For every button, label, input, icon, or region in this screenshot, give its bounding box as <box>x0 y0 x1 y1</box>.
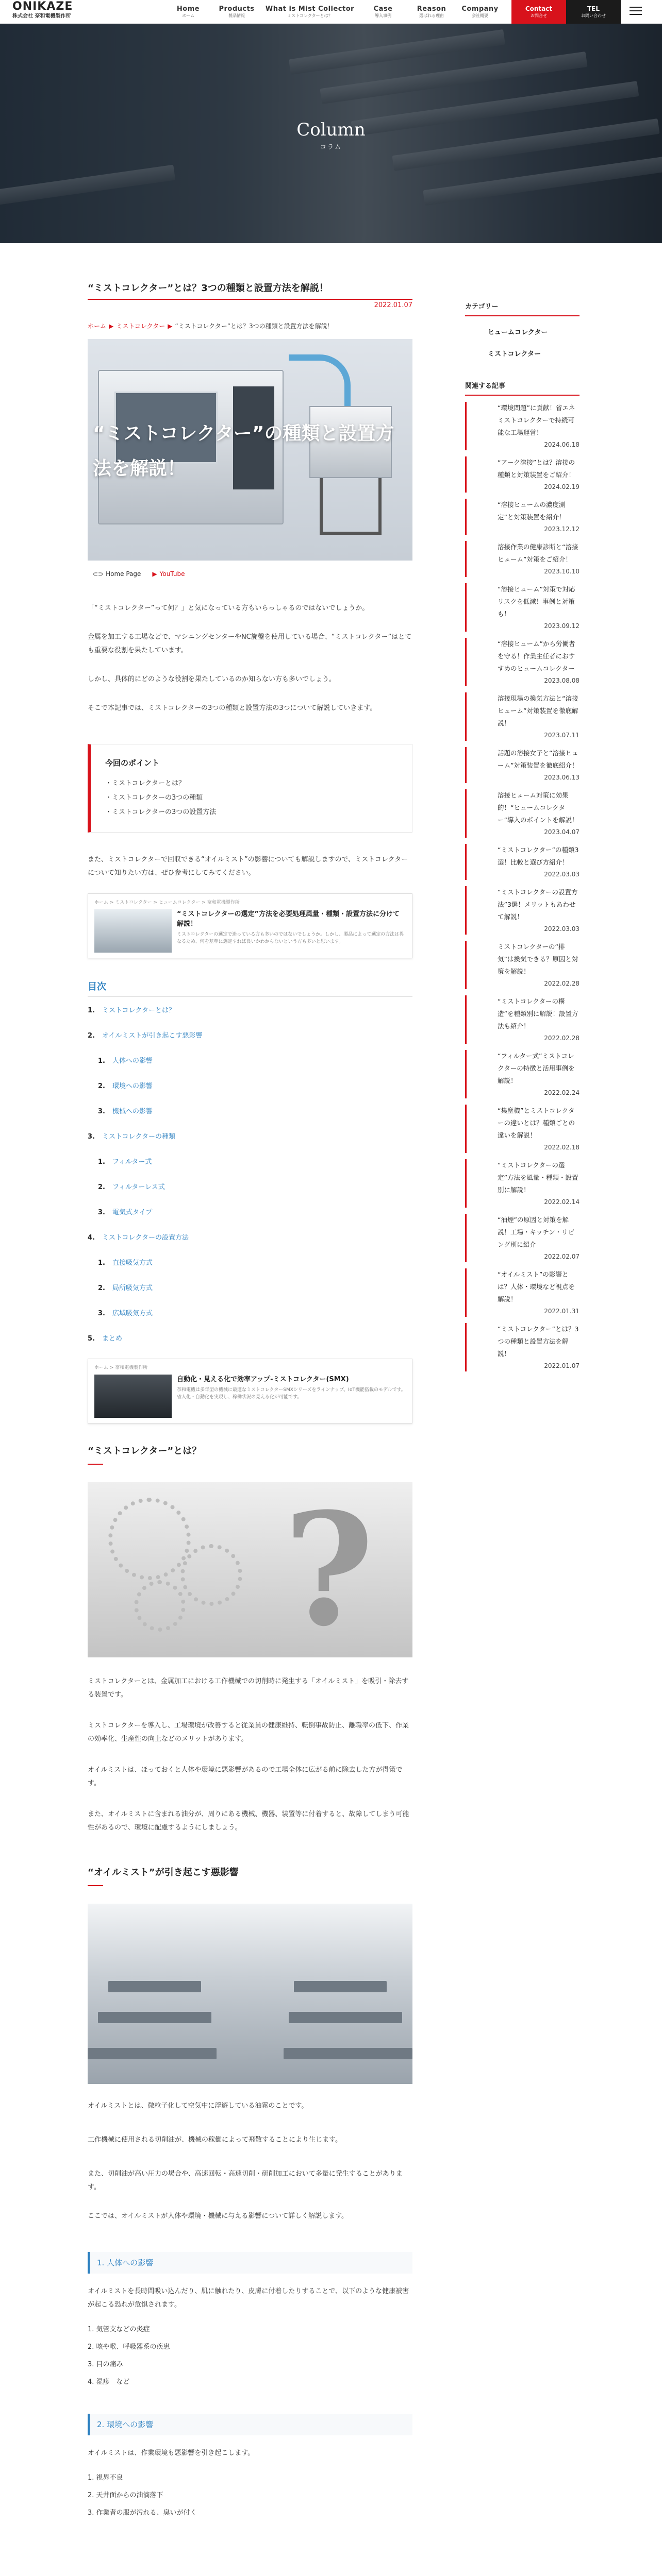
toc-text: 電気式タイプ <box>112 1209 153 1216</box>
related-link-date: 2023.12.12 <box>544 526 580 533</box>
related-link[interactable] <box>465 402 580 450</box>
related-link[interactable] <box>465 456 580 493</box>
related-link[interactable] <box>465 747 580 783</box>
effects-list <box>88 2469 412 2522</box>
related-article-card[interactable] <box>88 1359 412 1423</box>
table-of-contents <box>88 1005 412 1345</box>
nav-home-en: Home <box>176 5 200 13</box>
related-link-date: 2024.06.18 <box>544 441 580 448</box>
related-link-title: “ミストコレクターの構造”を種類別に解説！設置方法も紹介！ <box>498 997 578 1030</box>
category-link[interactable]: ヒュームコレクター <box>488 329 548 336</box>
toc-item[interactable] <box>88 1005 412 1016</box>
related-link-title: “フィルター式”ミストコレクターの特徴と活用事例を解説！ <box>498 1052 575 1084</box>
nav-company[interactable] <box>456 0 504 24</box>
eyecatch-caption: “ミストコレクター”の種類と設置方法を解説！ <box>93 423 394 479</box>
related-link-date: 2023.09.12 <box>544 622 580 630</box>
related-link-date: 2022.02.14 <box>544 1198 580 1206</box>
toc-item[interactable] <box>88 1333 412 1345</box>
related-link[interactable] <box>465 583 580 632</box>
body-paragraph: また、オイルミストに含まれる油分が、周りにある機械、機器、装置等に付着すると、故障してしまう可能性があるので、環境に配慮するようにしましょう。 <box>88 1810 409 1832</box>
toc-num: 2. <box>88 1032 95 1040</box>
toc-item[interactable] <box>88 1258 412 1269</box>
intro-paragraph: しかし、具体的にどのような役割を果たしているのか知らない方も多いでしょう。 <box>88 675 336 683</box>
toc-item[interactable] <box>88 1030 412 1042</box>
intro-paragraph: そこで本記事では、ミストコレクターの3つの種類と設置方法の3つについて解説していきます。 <box>88 704 377 712</box>
body-paragraph: ミストコレクターを導入し、工場環境が改善すると従業員の健康維持、転倒事故防止、離職率の低下、作業の効率化、生産性の向上などのメリットがあります。 <box>88 1722 409 1743</box>
hero-banner <box>0 24 662 243</box>
toc-title: 目次 <box>88 981 412 997</box>
related-link-date: 2024.02.19 <box>544 483 580 490</box>
related-link[interactable] <box>465 1105 580 1153</box>
list-item: 1. 気管支などの炎症 <box>88 2326 150 2333</box>
list-item: 3. 作業者の服が汚れる、臭いが付く <box>88 2509 197 2517</box>
related-link[interactable] <box>465 789 580 838</box>
related-link-title: 溶接現場の換気方法と“溶接ヒューム”対策装置を徹底解説！ <box>498 694 578 727</box>
intro-paragraph: 「“ミストコレクター”って何？」と気になっている方もいらっしゃるのではないでしょうか。 <box>88 604 369 612</box>
related-link-title: 溶接作業の健康診断と“溶接ヒューム”対策をご紹介！ <box>498 543 578 563</box>
related-link-title: “油煙”の原因と対策を解説！工場・キッチン・リビング別に紹介 <box>498 1216 575 1248</box>
homepage-link[interactable] <box>93 569 141 579</box>
related-link[interactable] <box>465 638 580 686</box>
toc-text: 機械への影響 <box>112 1108 153 1115</box>
related-link[interactable] <box>465 886 580 935</box>
toc-text: ミストコレクターとは？ <box>102 1007 175 1014</box>
related-link-title: “ミストコレクターの設置方法”3選！メリットもあわせて解説！ <box>498 888 578 921</box>
related-card-title: “ミストコレクターの選定”方法を必要処理風量・種類・設置方法に分けて解説！ <box>177 910 400 928</box>
article <box>88 281 412 2522</box>
toc-item[interactable] <box>88 1283 412 1294</box>
toc-num: 3. <box>98 1108 105 1115</box>
related-card-crumb: ホーム > 奈和電機製作所 <box>94 1365 148 1370</box>
related-link-date: 2023.08.08 <box>544 677 580 684</box>
related-card-description: 奈和電機は多年型の機械に最適なミストコレクターSMXシリーズをラインナップ。IoT機能搭載のモデルです。省人化・自動化を実現し、稼働状況の見える化が可能です。 <box>177 1387 406 1400</box>
point-box <box>88 744 412 833</box>
breadcrumb-category[interactable]: ミストコレクター <box>116 323 166 330</box>
nav-case[interactable] <box>359 0 407 24</box>
nav-what-is[interactable] <box>261 0 359 24</box>
point-item: ・ミストコレクターとは？ <box>105 779 185 787</box>
nav-reason[interactable] <box>407 0 456 24</box>
body-paragraph: オイルミストを長時間吸い込んだり、肌に触れたり、皮膚に付着したりすることで、以下のような健康被害が起こる恐れが危惧されます。 <box>88 2287 409 2309</box>
article-title: “ミストコレクター”とは？3つの種類と設置方法を解説！ <box>88 283 328 294</box>
list-item: 2. 咳や喉、呼吸器系の疾患 <box>88 2343 170 2351</box>
toc-text: 局所吸気方式 <box>112 1284 153 1292</box>
factory-image <box>88 1904 412 2084</box>
related-link-date: 2022.02.28 <box>544 980 580 987</box>
toc-item[interactable] <box>88 1106 412 1117</box>
homepage-link-label: Home Page <box>106 570 141 578</box>
toc-text: 環境への影響 <box>112 1082 153 1090</box>
logo-mark: ONIKAZE <box>12 0 73 13</box>
related-card-crumb: ホーム > ミストコレクター > ヒュームコレクター > 奈和電機製作所 <box>94 900 240 905</box>
list-item: 4. 湿疹 など <box>88 2378 130 2386</box>
related-link-title: 話題の溶接女子と“溶接ヒューム”対策装置を徹底紹介！ <box>498 749 578 769</box>
related-link-date: 2023.07.11 <box>544 732 580 739</box>
body-paragraph: また、切削油が高い圧力の場合や、高速回転・高速切削・研削加工において多量に発生することがあります。 <box>88 2170 403 2191</box>
youtube-link[interactable] <box>152 569 185 579</box>
point-item: ・ミストコレクターの3つの種類 <box>105 794 203 802</box>
subsection-heading: 1. 人体への影響 <box>88 2252 412 2274</box>
list-item: 1. 視界不良 <box>88 2474 123 2482</box>
company-name: 株式会社 奈和電機製作所 <box>12 13 71 19</box>
related-link[interactable] <box>465 1268 580 1317</box>
toc-num: 5. <box>88 1335 95 1343</box>
related-link-date: 2022.02.18 <box>544 1144 580 1151</box>
related-link-date: 2023.10.10 <box>544 568 580 575</box>
toc-item[interactable] <box>88 1056 412 1067</box>
related-card-title: 自動化・見える化で効率アップ-ミストコレクター(SMX) <box>177 1376 349 1383</box>
toc-item[interactable] <box>88 1308 412 1319</box>
tel-button[interactable] <box>566 0 621 24</box>
category-link[interactable]: ミストコレクター <box>488 350 541 358</box>
related-link-title: 溶接ヒューム対策に効果的！“ヒュームコレクター”導入のポイントを解説！ <box>498 791 578 824</box>
related-link-date: 2022.02.24 <box>544 1089 580 1096</box>
toc-text: フィルター式 <box>112 1158 152 1166</box>
related-link-title: “ミストコレクター”とは？3つの種類と設置方法を解説！ <box>498 1325 579 1358</box>
section-heading: “オイルミスト”が引き起こす悪影響 <box>88 1866 412 1886</box>
toc-num: 1. <box>98 1057 105 1065</box>
related-link-date: 2022.02.28 <box>544 1035 580 1042</box>
contact-jp: お問合せ <box>531 13 547 18</box>
list-item: 3. 目の痛み <box>88 2361 123 2368</box>
eyecatch-image <box>88 339 412 561</box>
related-link-date: 2022.02.07 <box>544 1253 580 1260</box>
tel-en: TEL <box>587 5 600 12</box>
related-link-title: “集塵機”とミストコレクターの違いとは？種類ごとの違いを解説！ <box>498 1107 575 1139</box>
intro-paragraph: 金属を加工する工場などで、マシニングセンターやNC旋盤を使用している場合、“ミストコレクター”はとても重要な役割を果たしています。 <box>88 633 412 654</box>
nav-what-is-jp: ミストコレクターとは？ <box>287 13 333 18</box>
breadcrumb <box>88 320 412 332</box>
related-link[interactable] <box>465 941 580 989</box>
related-link[interactable] <box>465 1323 580 1371</box>
toc-text: フィルターレス式 <box>112 1183 165 1191</box>
related-link-title: “環境問題”に貢献！省エネミストコレクターで持続可能な工場運営！ <box>498 404 575 436</box>
related-link-date: 2022.03.03 <box>544 871 580 878</box>
related-link-date: 2023.04.07 <box>544 828 580 836</box>
related-link[interactable] <box>465 844 580 880</box>
related-link-date: 2022.01.07 <box>544 1362 580 1369</box>
section-heading: “ミストコレクター”とは？ <box>88 1444 412 1465</box>
breadcrumb-home[interactable]: ホーム <box>88 323 107 330</box>
intro-paragraph: また、ミストコレクターで回収できる“オイルミスト”の影響についても解説しますので、ミストコレクターについて知りたい方は、ぜひ参考にしてみてください。 <box>88 856 408 877</box>
related-article-card[interactable] <box>88 893 412 958</box>
nav-reason-en: Reason <box>417 5 446 13</box>
category-heading: カテゴリー <box>465 302 580 316</box>
related-link[interactable] <box>465 692 580 741</box>
related-card-thumbnail <box>94 909 172 953</box>
related-card-description: ミストコレクターの選定で迷っている方も多いのではないでしょうか。しかし、製品によって選定の方法は異なるため、何を基準に選定すれば良いかわからないという方も多いと思います。 <box>177 932 404 944</box>
toc-item[interactable] <box>88 1232 412 1244</box>
nav-what-is-en: What is Mist Collector <box>265 5 355 13</box>
toc-item[interactable] <box>88 1081 412 1092</box>
list-item: 2. 天井面からの油滴落下 <box>88 2492 163 2499</box>
toc-num: 1. <box>98 1158 105 1166</box>
toc-text: ミストコレクターの設置方法 <box>102 1234 189 1242</box>
toc-item[interactable] <box>88 1157 412 1168</box>
related-link[interactable] <box>465 1214 580 1262</box>
nav-home-jp: ホーム <box>182 13 194 18</box>
site-logo[interactable] <box>12 0 100 24</box>
sidebar <box>465 302 580 1371</box>
contact-button[interactable] <box>511 0 566 24</box>
body-paragraph: ミストコレクターとは、金属加工における工作機械での切削時に発生する「オイルミスト」を吸引・除去する装置です。 <box>88 1677 409 1699</box>
share-links <box>88 569 412 579</box>
toc-num: 3. <box>98 1310 105 1317</box>
body-paragraph: オイルミストは、ほっておくと人体や環境に悪影響があるので工場全体に広がる前に除去した方が得策です。 <box>88 1766 403 1787</box>
nav-home[interactable] <box>164 0 212 24</box>
toc-num: 1. <box>98 1259 105 1267</box>
breadcrumb-sep-icon: ▶ <box>109 323 114 330</box>
related-link-title: “溶接ヒューム”から労働者を守る！作業主任者におすすめのヒュームコレクター <box>498 640 575 672</box>
body-paragraph: オイルミストは、作業環境も悪影響を引き起こします。 <box>88 2449 255 2457</box>
related-link[interactable] <box>465 1050 580 1098</box>
body-paragraph: 工作機械に使用される切削油が、機械の稼働によって飛散することにより生じます。 <box>88 2136 342 2144</box>
toc-item[interactable] <box>88 1131 412 1143</box>
effects-list <box>88 2321 412 2391</box>
nav-case-jp: 導入事例 <box>375 13 391 18</box>
nav-reason-jp: 選ばれる理由 <box>419 13 444 18</box>
related-link[interactable] <box>465 499 580 535</box>
toc-num: 2. <box>98 1082 105 1090</box>
related-card-thumbnail <box>94 1375 172 1418</box>
contact-en: Contact <box>525 5 553 12</box>
nav-products-en: Products <box>219 5 255 13</box>
toc-num: 2. <box>98 1284 105 1292</box>
question-mark-image: ? <box>88 1482 412 1657</box>
body-paragraph: ここでは、オイルミストが人体や環境・機械に与える影響について詳しく解説します。 <box>88 2212 349 2220</box>
link-icon: ⊂⊃ <box>93 570 104 578</box>
point-item: ・ミストコレクターの3つの設置方法 <box>105 808 217 816</box>
related-link-title: “アーク溶接”とは？溶接の種類と対策装置をご紹介！ <box>498 459 575 479</box>
related-link-date: 2023.06.13 <box>544 774 580 781</box>
subsection-heading: 2. 環境への影響 <box>88 2414 412 2435</box>
related-link-title: “溶接ヒューム”対策で対応リスクを低減！事例と対策も！ <box>498 585 575 618</box>
site-header <box>0 0 662 24</box>
breadcrumb-current: “ミストコレクター”とは？3つの種類と設置方法を解説！ <box>175 323 334 330</box>
nav-products[interactable] <box>212 0 261 24</box>
toc-text: オイルミストが引き起こす悪影響 <box>102 1032 203 1040</box>
toc-num: 1. <box>88 1007 95 1014</box>
tel-jp: お問い合わせ <box>581 13 606 18</box>
nav-company-en: Company <box>461 5 499 13</box>
hero-title: Column <box>296 120 366 140</box>
toc-text: 広域吸気方式 <box>112 1310 153 1317</box>
related-link[interactable] <box>465 1159 580 1208</box>
toc-item[interactable] <box>88 1182 412 1193</box>
related-link-title: “溶接ヒュームの濃度測定”と対策装置を紹介！ <box>498 501 566 521</box>
global-nav <box>164 0 504 24</box>
toc-text: まとめ <box>102 1335 122 1343</box>
menu-icon[interactable] <box>628 4 643 20</box>
related-link-title: “ミストコレクターの選定”方法を風量・種類・設置別に解説！ <box>498 1161 578 1194</box>
related-link-date: 2022.03.03 <box>544 925 580 933</box>
toc-num: 2. <box>98 1183 105 1191</box>
youtube-link-label: YouTube <box>159 570 185 578</box>
body-paragraph: オイルミストとは、微粒子化して空気中に浮遊している油霧のことです。 <box>88 2102 308 2110</box>
toc-num: 4. <box>88 1234 95 1242</box>
related-link[interactable] <box>465 995 580 1044</box>
toc-num: 3. <box>88 1133 95 1141</box>
related-link[interactable] <box>465 541 580 577</box>
toc-num: 3. <box>98 1209 105 1216</box>
nav-case-en: Case <box>373 5 393 13</box>
toc-text: ミストコレクターの種類 <box>102 1133 175 1141</box>
related-link-title: “オイルミスト”の影響とは？人体・環境など視点を解説！ <box>498 1270 575 1303</box>
point-box-title: 今回のポイント <box>105 758 160 768</box>
toc-text: 人体への影響 <box>112 1057 153 1065</box>
related-link-date: 2022.01.31 <box>544 1308 580 1315</box>
toc-text: 直接吸気方式 <box>112 1259 153 1267</box>
related-heading: 関連する記事 <box>465 381 580 396</box>
hero-subtitle: コラム <box>320 143 342 150</box>
breadcrumb-sep-icon: ▶ <box>168 323 173 330</box>
related-link-title: “ミストコレクター”の種類3選！比較と選び方紹介！ <box>498 846 579 866</box>
related-link-title: ミストコレクターの“排気”は換気できる？原因と対策を解説！ <box>498 943 578 975</box>
toc-item[interactable] <box>88 1207 412 1218</box>
nav-products-jp: 製品情報 <box>228 13 245 18</box>
youtube-icon: ▶ <box>152 570 157 578</box>
article-date: 2022.01.07 <box>88 299 412 311</box>
nav-company-jp: 会社概要 <box>472 13 488 18</box>
